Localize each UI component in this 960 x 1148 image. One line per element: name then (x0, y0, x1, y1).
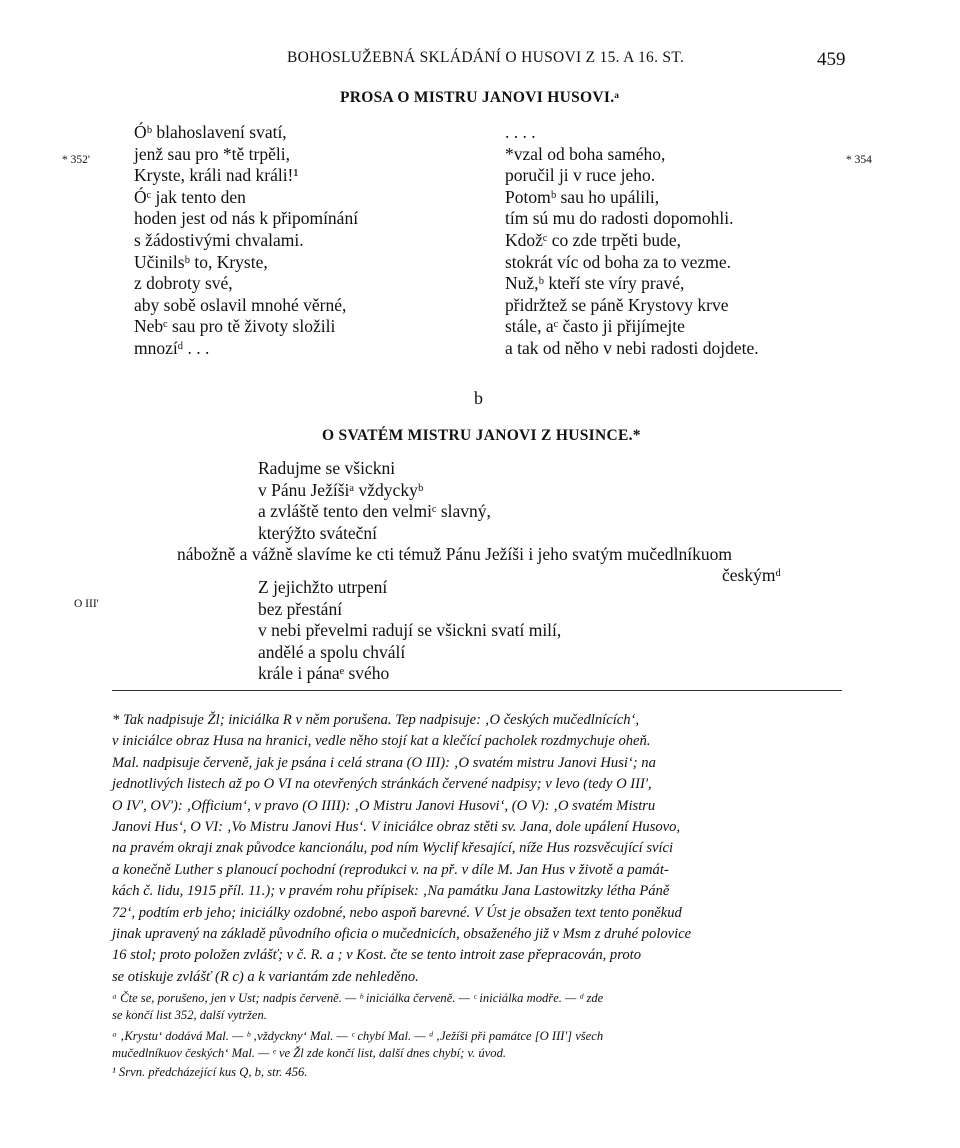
footnote-line: se končí list 352, další vytržen. (112, 1008, 267, 1022)
verse-line: aby sobě oslavil mnohé věrné, (134, 294, 347, 315)
separator-rule (112, 690, 842, 691)
section-letter: b (474, 388, 483, 408)
note-line: Mal. nadpisuje červeně, jak je psána i celá strana (O III): ‚O svatém mistru Janovi Husi‘; na (112, 754, 656, 771)
verse-line: a tak od něho v nebi radosti dojdete. (505, 337, 759, 358)
verse-line: tím sú mu do radosti dopomohli. (505, 208, 734, 229)
footnotes (112, 990, 842, 1081)
verse-line: jenž sau pro *tě trpěli, (134, 143, 290, 164)
note-line: na pravém okraji znak původce kancionálu, pod ním Wyclif křesající, níže Hus rozsvěcující svíci (112, 840, 674, 857)
verse-line: Potomᵇ sau ho upálili, (505, 186, 660, 207)
verse-line: v nebi převelmi radují se všickni svatí milí, (258, 620, 562, 641)
note-line: v iniciálce obraz Husa na hranici, vedle něho stojí kat a klečící pacholek rozdmychuje oheň. (112, 733, 651, 750)
verse-line: kterýžto sváteční (258, 522, 378, 543)
note-line: 16 stol; proto položen zvlášť; v č. R. a ; v Kost. čte se tento introit zase přepracován, proto (112, 947, 641, 964)
note-line: * Tak nadpisuje Žl; iniciálka R v něm porušena. Tep nadpisuje: ‚O českých mučedlnících‘, (112, 712, 640, 728)
verse-line: andělé a spolu chválí (258, 641, 406, 662)
running-title: BOHOSLUŽEBNÁ SKLÁDÁNÍ O HUSOVI Z 15. A 16. ST. (287, 49, 685, 66)
section-title: O SVATÉM MISTRU JANOVI Z HUSINCE.* (322, 427, 641, 444)
verse-line: s žádostivými chvalami. (134, 229, 304, 250)
verse-line: z dobroty své, (134, 273, 233, 294)
verse-line: poručil ji v ruce jeho. (505, 165, 656, 186)
long-verse-line: nábožně a vážně slavíme ke cti témuž Pánu Ježíši i jeho svatým mučedlníkuom (177, 544, 732, 564)
prosa-left-column (134, 122, 358, 360)
verse-line: Óᶜ jak tento den (134, 186, 246, 207)
note-line: kách č. lidu, 1915 příl. 11.); v pravém rohu přípisek: ‚Na památku Jana Lastowitzky létha Páně (112, 883, 670, 900)
verse-line: v Pánu Ježíšiᵃ vždyckyᵇ (258, 479, 424, 500)
verse-line: Nuž,ᵇ kteří ste víry pravé, (505, 273, 685, 294)
verse-line: hoden jest od nás k připomínání (134, 208, 359, 229)
verse-line: Z jejichžto utrpení (258, 577, 388, 597)
verse-line: krále i pánaᵉ svého (258, 663, 390, 684)
section-margin-ref: O III' (74, 598, 99, 610)
note-line: a konečně Luther s planoucí pochodní (reprodukci v. na př. v díle M. Jan Hus v životě a památ- (112, 861, 669, 878)
verse-line: mnozíᵈ . . . (134, 337, 210, 358)
note-line: jinak upravený na základě původního oficia o mučednicích, obsaženého již v Msm z druhé polovice (112, 926, 692, 943)
verse-line: a zvláště tento den velmiᶜ slavný, (258, 501, 491, 522)
apparatus-note (112, 710, 842, 988)
verse-line: přidržtež se páně Krystovy krve (505, 294, 729, 315)
verse-line: Nebᶜ sau pro tě životy složili (134, 316, 336, 337)
verse-line: Kdožᶜ co zde trpěti bude, (505, 229, 682, 250)
verse-line: . . . . (505, 122, 536, 142)
note-line: O IV', OV'): ‚Officium‘, v pravo (O IIII): ‚O Mistru Janovi Husovi‘, (O V): ‚O svatém Mistru (112, 797, 656, 814)
verse-line: Óᵇ blahoslavení svatí, (134, 122, 287, 142)
verse-line: Radujme se všickni (258, 458, 396, 478)
footnote-line: mučedlníkuov českých‘ Mal. — ᵉ ve Žl zde končí list, další dnes chybí; v. úvod. (112, 1046, 507, 1060)
page-number: 459 (817, 49, 846, 70)
footnote-line: ᵃ ‚Krystu‘ dodává Mal. — ᵇ ‚vždyckny‘ Mal. — ᶜ chybí Mal. — ᵈ ‚Ježíši při památce [O III'] všech (112, 1029, 604, 1043)
left-margin-ref: * 352' (62, 154, 90, 166)
verse-line: bez přestání (258, 598, 343, 619)
note-line: 72‘, podtím erb jeho; iniciálky ozdobné, nebo aspoň barevné. V Úst je obsažen text tento poněkud (112, 904, 682, 921)
right-margin-ref: * 354 (846, 154, 872, 166)
verse-line: stále, aᶜ často ji přijímejte (505, 316, 685, 337)
long-verse-line-cont: českýmᵈ (722, 565, 781, 585)
verse-line: Kryste, králi nad králi!¹ (134, 165, 299, 186)
note-line: se otiskuje zvlášť (R c) a k variantám zde nehleděno. (112, 968, 419, 985)
footnote-line: ᵃ Čte se, porušeno, jen v Ust; nadpis červeně. — ᵇ iniciálka červeně. — ᶜ iniciálka modře. — ᵈ zde (112, 991, 604, 1005)
section-b-verse-2 (258, 577, 561, 685)
verse-line: stokrát víc od boha za to vezme. (505, 251, 731, 272)
footnote-line: ¹ Srvn. předcházející kus Q, b, str. 456. (112, 1065, 308, 1079)
section-b-verse-1 (258, 458, 491, 544)
note-line: jednotlivých listech až po O VI na otevřených stránkách červené nadpisy; v levo (tedy O III', (112, 776, 652, 793)
verse-line: Učinilsᵇ to, Kryste, (134, 251, 268, 272)
prosa-right-column (505, 122, 759, 360)
verse-line: *vzal od boha samého, (505, 143, 666, 164)
prosa-title: PROSA O MISTRU JANOVI HUSOVI.ᵃ (340, 89, 620, 106)
note-line: Janovi Hus‘, O VI: ‚Vo Mistru Janovi Hus‘. V iniciálce obraz stěti sv. Jana, dole upálení Husovo, (112, 819, 681, 836)
